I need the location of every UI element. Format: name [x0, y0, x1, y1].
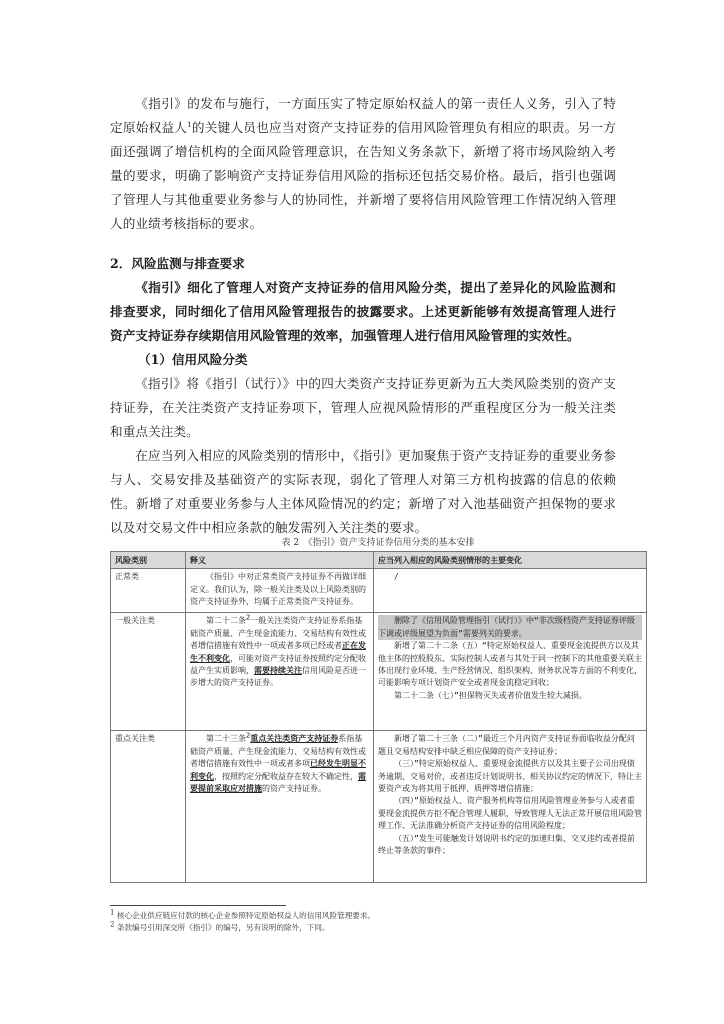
table-row: [111, 731, 647, 883]
changes-general-attention: 删除了《信用风险管理指引（试行）》中“非次级档资产支持证券评级下调或评级展望为负面”需要列关的要求。 新增了第二十二条（五）“特定原始权益人、重要现金流提供方以及其他主体的控股股东、实际控制人或者与其处于同一控制下的其他重要关联主体出现行业环境、生产经营情况、组织架构、财务状况等方面的不利变化，可能影响专项计划资产安全或者现金流稳定回收； 第二十二条（七）”担保物灭失或者价值发生较大减损。: [374, 613, 647, 731]
definition-general-attention: 第二十二条$^2$一般关注类资产支持证券系指基础资产质量、产生现金流能力、交易结构有效性或者增信措施有效性中一项或者多项已经或者正在发生不利变化，可能对资产支持证券按照约定分配收益产生实质影响，需要持续关注信用风险是否进一步增大的资产支持证券。: [186, 613, 374, 731]
table-row: [111, 569, 647, 613]
changes-key-attention: 新增了第二十三条（二）”最近三个月内资产支持证券面临收益分配问题且交易结构安排中缺乏相应保障的资产支持证券； （三）”特定原始权益人、重要现金流提供方以及其主要子公司出现债务逾期、交易对价，或者违反计划说明书、相关协议约定的情况下，特让主要资产或为将其用于抵押、质押等增信措施； （四）”原始权益人、资产服务机构等信用风险管理业务参与人或者重要现金流提供方拒不配合管理人履职，导致管理人无法正常开展信用风险管理工作、无法准确分析资产支持证券的信用风险程度； （五）”发生可能触发计划说明书约定的加速归集、交叉违约或者提前终止等条款的事件；: [374, 731, 647, 883]
definition-key-attention: 第二十三条$^2$重点关注类资产支持证券系指基础资产质量、产生现金流能力、交易结构有效性或者增信措施有效性中一项或者多项已经发生明显不利变化，按照约定分配收益存在较大不确定性，需要提前采取应对措施的资产支持证券。: [186, 731, 374, 883]
footnote-divider: [110, 905, 286, 906]
paragraph-monitoring-summary: 《指引》细化了管理人对资产支持证券的信用风险分类，提出了差异化的风险监测和排查要求，同时细化了信用风险管理报告的披露要求。上述更新能够有效提高管理人进行资产支持证券存续期信用风险管理的效率，加强管理人进行信用风险管理的实效性。: [110, 280, 616, 343]
table-header-row: [111, 552, 647, 569]
deleted-requirement-note: 删除了《信用风险管理指引（试行）》中“非次级档资产支持证券评级下调或评级展望为负面”需要列关的要求。: [378, 615, 642, 640]
paragraph-five-categories: 《指引》将《指引（试行）》中的四大类资产支持证券更新为五大类风险类别的资产支持证券，在关注类资产支持证券项下，管理人应视风险情形的严重程度区分为一般关注类和重点关注类。: [110, 376, 616, 439]
subsection-heading-classification: （1）信用风险分类: [138, 352, 248, 367]
changes-normal: /: [374, 569, 647, 613]
footnote-ref-1[interactable]: 1: [187, 120, 192, 129]
category-normal: 正常类: [111, 569, 186, 613]
risk-classification-table: [110, 551, 647, 883]
footnote-2: $^2$ 条款编号引用深交所《指引》的编号，另有说明的除外，下同。: [110, 920, 330, 932]
paragraph-focus-changes: 在应当列入相应的风险类别的情形中，《指引》更加聚焦于资产支持证券的重要业务参与人、交易安排及基础资产的实际表现，弱化了管理人对第三方机构披露的信息的依赖性。新增了对重要业务参与人主体风险情况的约定；新增了对入池基础资产担保物的要求以及对交易文件中相应条款的触发需列入关注类的要求。: [110, 448, 616, 535]
paragraph-responsibilities: 《指引》的发布与施行，一方面压实了特定原始权益人的第一责任人义务，引入了特定原始权益人$^1$的关键人员也应当对资产支持证券的信用风险管理负有相应的职责。另一方面还强调了增信机构的全面风险管理意识，在告知义务条款下，新增了将市场风险纳入考量的要求，明确了影响资产支持证券信用风险的指标还包括交易价格。最后，指引也强调了管理人与其他重要业务参与人的协同性，并新增了要将信用风险管理工作情况纳入管理人的业绩考核指标的要求。: [110, 96, 616, 231]
category-key-attention: 重点关注类: [111, 731, 186, 883]
definition-normal: 《指引》中对正常类资产支持证券不再做详细定义。我们认为，除一般关注类及以上风险类别的资产支持证券外，均属于正常类资产支持证券。: [186, 569, 374, 613]
footnote-1: $^1$ 核心企业供应链应付款的核心企业参照特定原始权益人的信用风险管理要求。: [110, 908, 376, 920]
table-row: [111, 613, 647, 731]
header-changes: 应当列入相应的风险类别情形的主要变化: [374, 552, 647, 569]
footnote-ref-2[interactable]: 2: [246, 613, 251, 622]
table-caption: 表 2 《指引》资产支持证券信用分类的基本安排: [281, 538, 475, 548]
category-general-attention: 一般关注类: [111, 613, 186, 731]
section-heading-monitoring: 2．风险监测与排查要求: [110, 256, 245, 271]
header-definition: 释义: [186, 552, 374, 569]
header-category: 风险类别: [111, 552, 186, 569]
